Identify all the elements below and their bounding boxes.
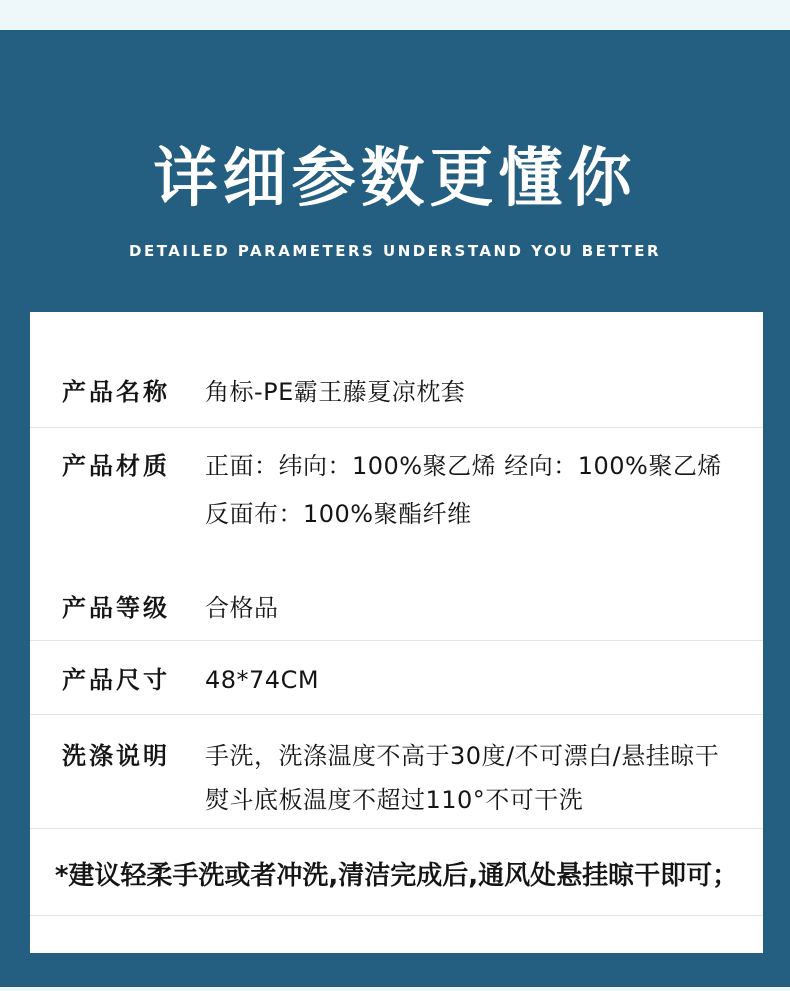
spec-label: 洗涤说明 (62, 742, 170, 770)
spec-value-line: 反面布：100%聚酯纤维 (205, 500, 472, 528)
spec-value: 合格品 (205, 594, 279, 622)
care-footnote: *建议轻柔手洗或者冲洗,清洁完成后,通风处悬挂晾干即可； (54, 861, 739, 891)
spec-row-grade (30, 538, 763, 640)
spec-label: 产品材质 (62, 452, 170, 480)
spec-row-product-name (30, 312, 763, 427)
spec-row-washing (30, 715, 763, 828)
spec-value (205, 442, 722, 538)
spec-value-line: 手洗，洗涤温度不高于30度/不可漂白/悬挂晾干 (205, 742, 720, 770)
spec-label: 产品等级 (62, 594, 170, 622)
spec-card (30, 312, 763, 953)
spec-row-size (30, 641, 763, 714)
bottom-edge-strip (0, 987, 790, 991)
spec-row-material (30, 428, 763, 538)
spec-label: 产品名称 (62, 378, 170, 406)
section-title: 详细参数更懂你 (153, 142, 637, 216)
section-header (0, 142, 790, 260)
top-edge-strip (0, 0, 790, 30)
spec-value-line: 熨斗底板温度不超过110°不可干洗 (205, 786, 584, 814)
spec-value-line: 正面：纬向：100%聚乙烯 经向：100%聚乙烯 (205, 452, 722, 480)
spec-value (205, 734, 719, 822)
spec-label: 产品尺寸 (62, 666, 170, 694)
divider (30, 915, 763, 916)
spec-value: 48*74CM (205, 666, 320, 694)
spec-value: 角标-PE霸王藤夏凉枕套 (205, 378, 466, 406)
section-subtitle: DETAILED PARAMETERS UNDERSTAND YOU BETTER (129, 242, 661, 260)
